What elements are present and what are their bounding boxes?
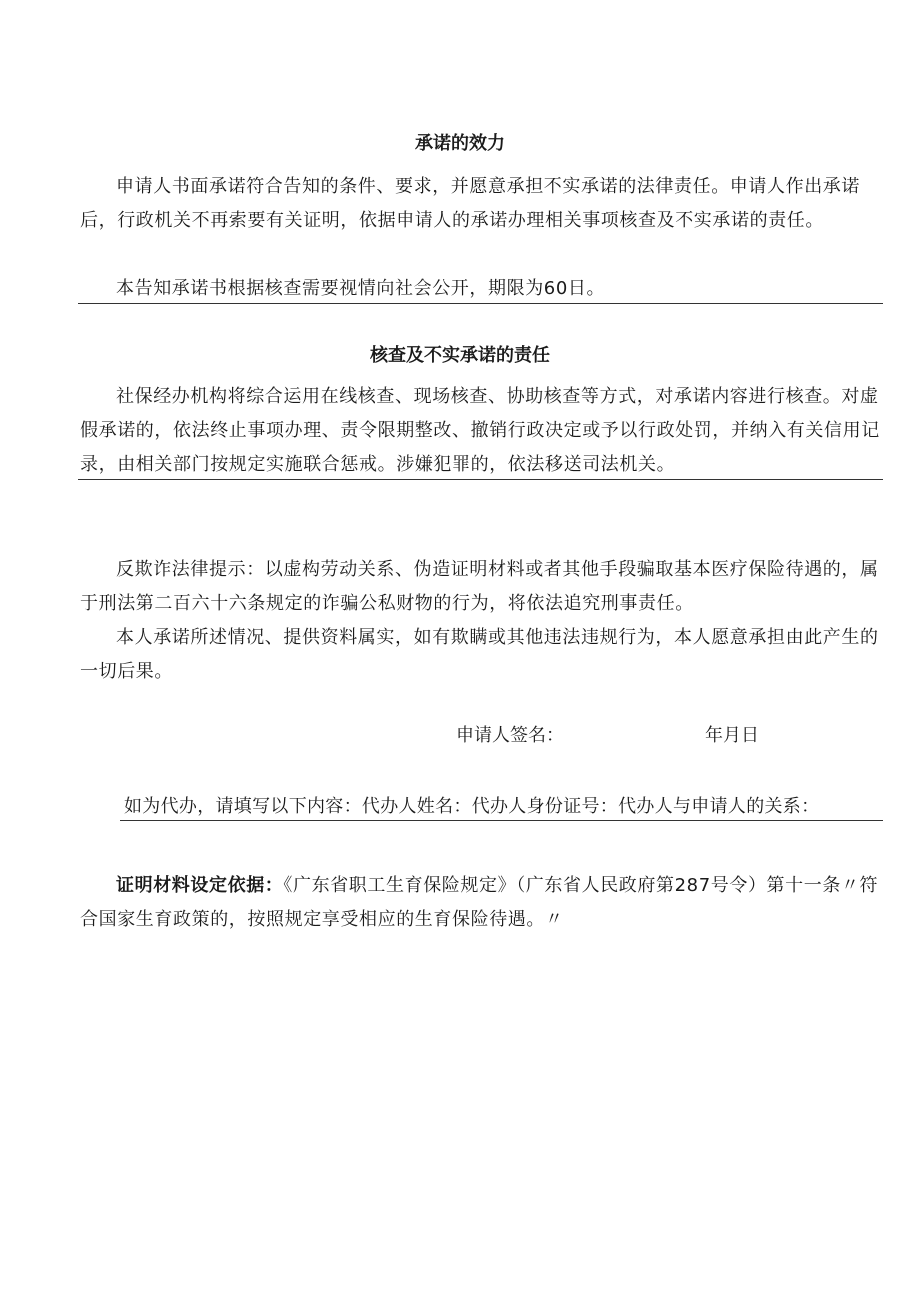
agent-info-underline	[120, 820, 883, 821]
section-title-verification-liability: 核查及不实承诺的责任	[370, 345, 550, 366]
material-basis-label: 证明材料设定依据：	[116, 875, 284, 896]
material-basis-paragraph	[80, 869, 882, 937]
section-divider	[78, 303, 883, 304]
applicant-signature-label: 申请人签名：	[456, 725, 564, 746]
applicant-commitment-paragraph: 本人承诺所述情况、提供资料属实，如有欺瞒或其他违法违规行为，本人愿意承担由此产生的一切后果。	[80, 627, 879, 682]
anti-fraud-warning-paragraph: 反欺诈法律提示：以虚构劳动关系、伪造证明材料或者其他手段骗取基本医疗保险待遇的，属于刑法第二百六十六条规定的诈骗公私财物的行为，将依法追究刑事责任。	[80, 559, 879, 614]
verification-liability-paragraph: 社保经办机构将综合运用在线核查、现场核查、协助核查等方式，对承诺内容进行核查。对虚假承诺的，依法终止事项办理、责令限期整改、撤销行政决定或予以行政处罚，并纳入有关信用记录，由相关部门按规定实施联合惩戒。涉嫌犯罪的，依法移送司法机关。	[80, 386, 880, 475]
commitment-effect-paragraph: 申请人书面承诺符合告知的条件、要求，并愿意承担不实承诺的法律责任。申请人作出承诺后，行政机关不再索要有关证明，依据申请人的承诺办理相关事项核查及不实承诺的责任。	[80, 176, 860, 231]
section-title-commitment-effect: 承诺的效力	[415, 133, 505, 154]
signature-date-label: 年月日	[705, 725, 759, 746]
public-disclosure-paragraph: 本告知承诺书根据核查需要视情向社会公开，期限为60日。	[116, 278, 606, 299]
agent-info-line: 如为代办，请填写以下内容：代办人姓名：代办人身份证号：代办人与申请人的关系：	[124, 796, 820, 817]
section-divider	[78, 479, 883, 480]
material-basis-text: 《广东省职工生育保险规定》（广东省人民政府第287号令）第十一条〃符合国家生育政策的，按照规定享受相应的生育保险待遇。〃	[80, 875, 879, 930]
